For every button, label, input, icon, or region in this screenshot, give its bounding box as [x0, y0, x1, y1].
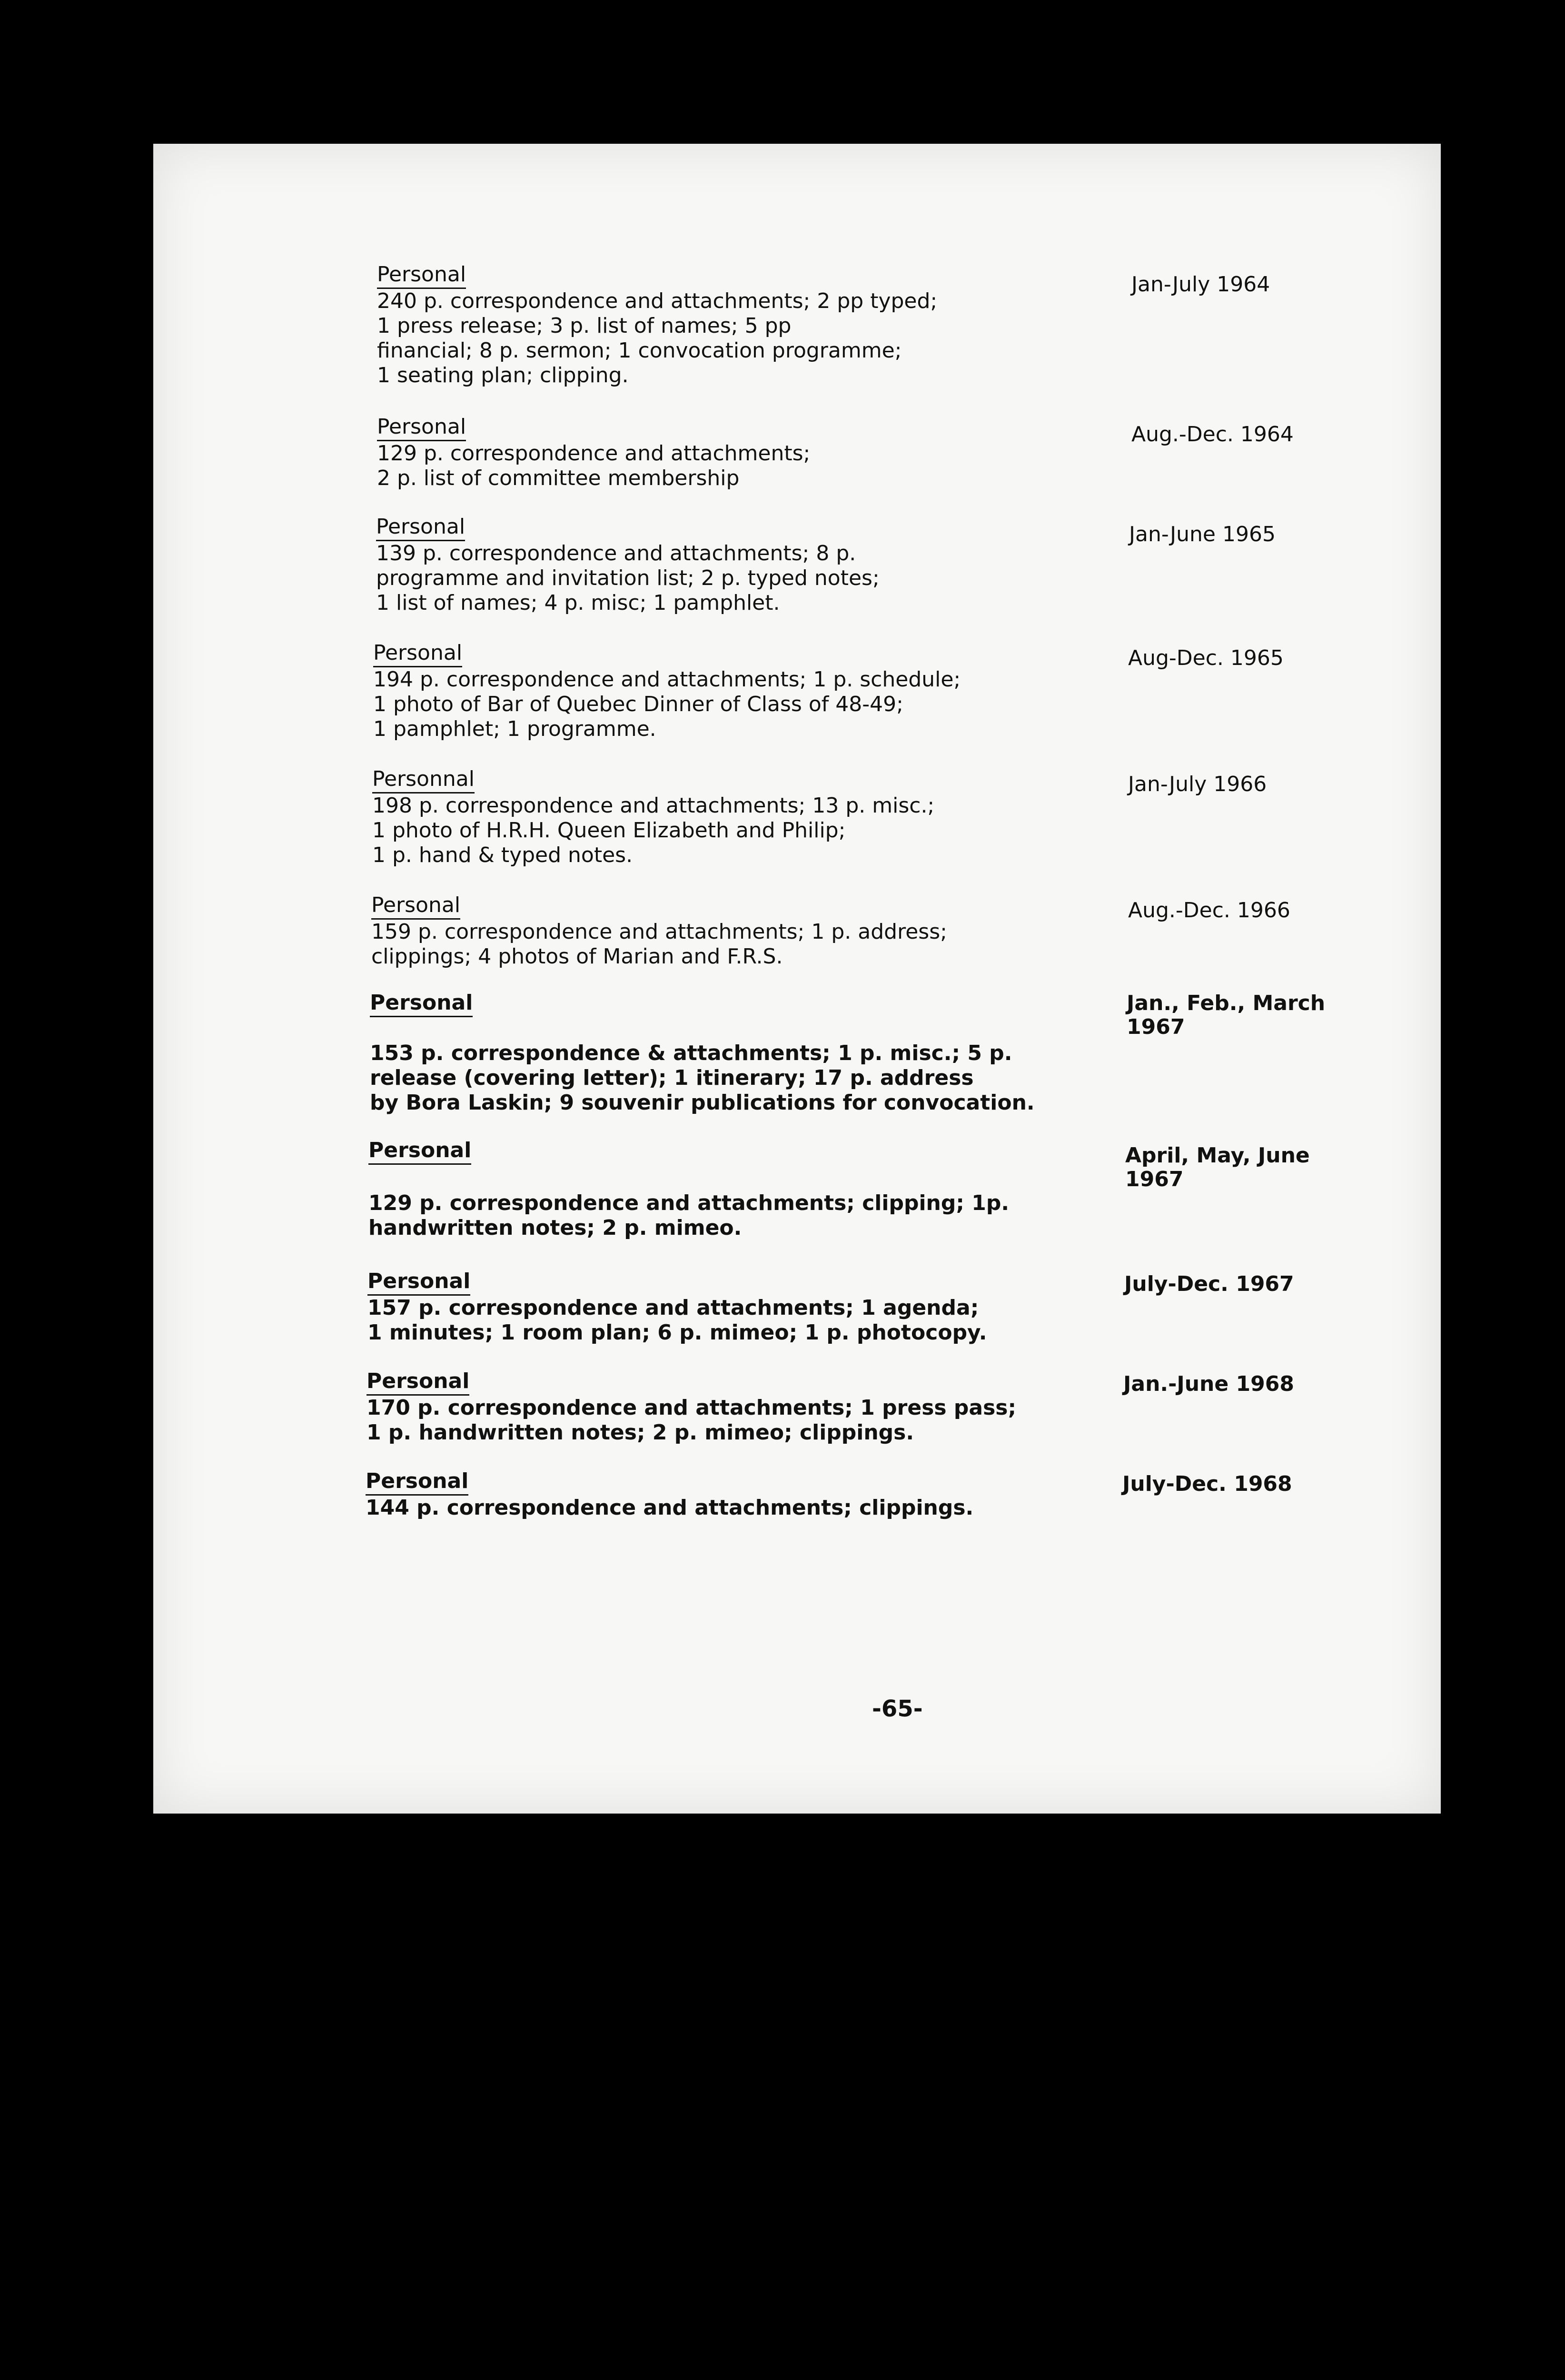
entry-line: 1 pamphlet; 1 programme.	[373, 717, 656, 741]
entry-date: Jan-June 1965	[1129, 522, 1276, 546]
entry-date: July-Dec. 1968	[1122, 1472, 1292, 1496]
entry-line: 1 p. hand & typed notes.	[372, 843, 633, 867]
entry-line: 198 p. correspondence and attachments; 13 p. misc.;	[372, 793, 935, 818]
entry-line: clippings; 4 photos of Marian and F.R.S.	[371, 944, 783, 969]
entry-date: July-Dec. 1967	[1124, 1272, 1294, 1296]
entry-heading: Personal	[366, 1469, 468, 1496]
entry-heading: Personal	[367, 1269, 470, 1296]
entry-heading: Personal	[377, 415, 466, 441]
entry-heading: Personal	[371, 893, 460, 920]
entry-line: 2 p. list of committee membership	[377, 466, 740, 490]
entry-line: 1 photo of Bar of Quebec Dinner of Class of 48-49;	[373, 692, 903, 716]
entry-line: handwritten notes; 2 p. mimeo.	[368, 1216, 742, 1240]
entry-heading: Personal	[370, 991, 473, 1017]
entry-line: 129 p. correspondence and attachments;	[377, 441, 811, 466]
entry-line: 1 p. handwritten notes; 2 p. mimeo; clippings.	[366, 1420, 914, 1445]
entry-heading: Personal	[373, 641, 462, 667]
entry-date: 1967	[1125, 1167, 1184, 1191]
entry-line: 159 p. correspondence and attachments; 1 p. address;	[371, 920, 947, 944]
entry-date: Jan., Feb., March	[1127, 991, 1326, 1015]
entry-date: Jan.-June 1968	[1123, 1372, 1295, 1396]
entry-heading: Personal	[376, 515, 465, 541]
entry-date: April, May, June	[1125, 1143, 1310, 1168]
entry-heading: Personal	[366, 1369, 469, 1396]
entry-date: Aug.-Dec. 1964	[1131, 422, 1294, 446]
entry-line: 170 p. correspondence and attachments; 1 press pass;	[366, 1396, 1017, 1420]
entry-line: programme and invitation list; 2 p. typed notes;	[376, 566, 880, 590]
entry-line: by Bora Laskin; 9 souvenir publications for convocation.	[370, 1091, 1035, 1115]
entry-heading: Personnal	[372, 767, 475, 793]
entry-line: 157 p. correspondence and attachments; 1 agenda;	[367, 1296, 979, 1320]
entry-line: 1 photo of H.R.H. Queen Elizabeth and Philip;	[372, 818, 846, 843]
entry-line: financial; 8 p. sermon; 1 convocation programme;	[377, 338, 902, 363]
entry-line: 139 p. correspondence and attachments; 8 p.	[376, 541, 856, 565]
entry-line: 129 p. correspondence and attachments; clipping; 1p.	[368, 1191, 1010, 1215]
entry-heading: Personal	[368, 1139, 471, 1165]
entry-heading: Personal	[377, 263, 466, 289]
entry-date: Jan-July 1964	[1131, 272, 1270, 297]
entry-line: 1 list of names; 4 p. misc; 1 pamphlet.	[376, 591, 780, 615]
page-number: -65-	[872, 1696, 923, 1722]
entry-date: Jan-July 1966	[1128, 772, 1267, 796]
entry-line: 153 p. correspondence & attachments; 1 p. misc.; 5 p.	[370, 1041, 1012, 1065]
entry-line: release (covering letter); 1 itinerary; 17 p. address	[370, 1066, 974, 1090]
entry-date: Aug-Dec. 1965	[1128, 646, 1284, 670]
entry-line: 1 seating plan; clipping.	[377, 363, 629, 387]
entry-line: 240 p. correspondence and attachments; 2 pp typed;	[377, 289, 938, 313]
entry-date: Aug.-Dec. 1966	[1128, 898, 1290, 922]
document-page	[153, 144, 1441, 1814]
entry-line: 194 p. correspondence and attachments; 1 p. schedule;	[373, 667, 961, 692]
entry-line: 1 minutes; 1 room plan; 6 p. mimeo; 1 p. photocopy.	[367, 1320, 987, 1345]
entry-date: 1967	[1127, 1015, 1185, 1039]
entry-line: 144 p. correspondence and attachments; clippings.	[366, 1496, 974, 1520]
entry-line: 1 press release; 3 p. list of names; 5 pp	[377, 314, 792, 338]
